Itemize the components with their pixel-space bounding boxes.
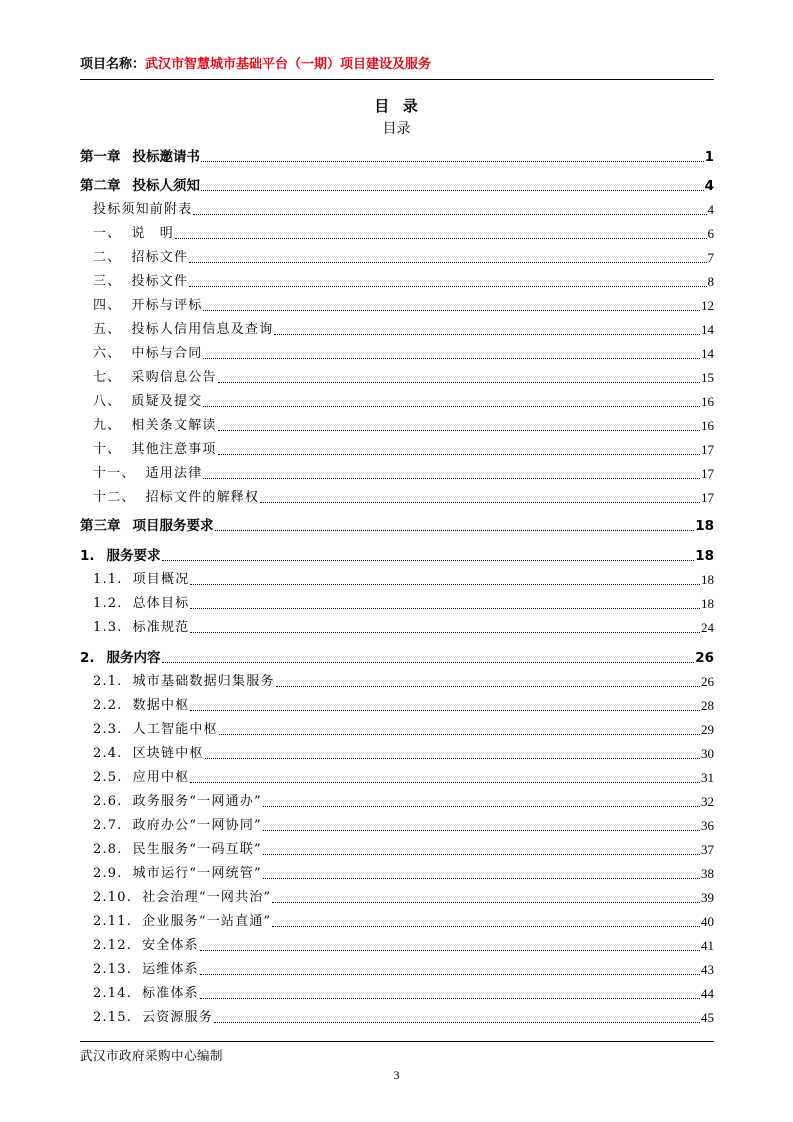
toc-entry[interactable] [80,390,714,410]
toc-entry-number: 2.6. [93,794,123,809]
toc-leader-dots [274,333,700,335]
toc-entry-label [93,466,202,482]
page-number: 3 [393,1068,400,1082]
toc-entry-number: 十一、 [93,466,136,481]
toc-entry-page: 31 [701,770,714,785]
toc-entry-title: 人工智能中枢 [132,722,218,737]
toc-entry-label [93,818,262,834]
toc-entry[interactable] [80,514,714,534]
toc-leader-dots [189,261,706,263]
toc-entry[interactable] [80,222,714,242]
toc-entry-page: 32 [701,794,714,809]
toc-entry-number: 2.15. [93,1010,133,1025]
toc-entry-title: 安全体系 [142,938,199,953]
toc-entry[interactable] [80,174,714,194]
toc-entry-number: 2.2. [93,698,123,713]
toc-entry-page: 43 [701,962,714,977]
toc-entry-label [93,418,217,434]
toc-title: 目 录 [374,97,419,115]
toc-entry[interactable] [80,414,714,434]
toc-entry-title: 项目服务要求 [132,518,214,534]
toc-entry-label [93,698,189,714]
toc-entry-label [93,202,192,218]
toc-entry-title: 民生服务“一码互联” [132,842,262,857]
toc-entry-label [93,490,259,506]
toc-entry-page: 18 [701,572,714,587]
toc-entry-label [93,442,217,458]
toc-leader-dots [190,631,700,633]
toc-entry-number: 第一章 [80,149,121,165]
toc-leader-dots [200,949,700,951]
toc-entry-label [93,250,188,266]
toc-leader-dots [260,501,700,503]
toc-entry-number: 2.13. [93,962,133,977]
toc-entry-label [93,596,189,612]
toc-entry[interactable] [80,718,714,738]
toc-entry-page: 1 [704,149,714,165]
toc-entry-title: 质疑及提交 [131,394,203,409]
toc-entry-label [80,650,161,666]
toc-entry[interactable] [80,694,714,714]
toc-entry-number: 2.11. [93,914,133,929]
toc-entry-page: 40 [701,914,714,929]
toc-entry-label [93,370,217,386]
toc-entry[interactable] [80,462,714,482]
toc-leader-dots [203,309,700,311]
toc-entry-title: 应用中枢 [132,770,190,785]
toc-entry-title: 总体目标 [132,596,190,611]
toc-entry[interactable] [80,366,714,386]
toc-entry-number: 八、 [93,394,122,409]
toc-entry[interactable] [80,568,714,588]
toc-entry-title: 区块链中枢 [132,746,204,761]
toc-entry[interactable] [80,270,714,290]
toc-leader-dots [218,381,700,383]
toc-entry-title: 社会治理“一网共治” [142,890,272,905]
toc-entry-title: 数据中枢 [132,698,190,713]
toc-leader-dots [263,805,700,807]
toc-entry-page: 26 [695,650,714,666]
toc-entry-label [93,394,202,410]
toc-entry-title: 标准体系 [142,986,199,1001]
toc-leader-dots [203,405,700,407]
toc-entry-number: 2.7. [93,818,123,833]
toc-leader-dots [215,529,695,531]
toc-entry[interactable] [80,145,714,165]
toc-leader-dots [218,429,700,431]
toc-entry-title: 政务服务“一网通办” [132,794,262,809]
toc-entry[interactable] [80,766,714,786]
toc-leader-dots [276,685,700,687]
toc-entry-page: 14 [701,346,714,361]
toc-entry-title: 运维体系 [142,962,199,977]
toc-entry-number: 2.12. [93,938,133,953]
toc-entry-page: 37 [701,842,714,857]
toc-entry-page: 41 [701,938,714,953]
toc-entry-title: 投标邀请书 [132,149,200,165]
toc-leader-dots [162,661,695,663]
toc-leader-dots [193,213,706,215]
toc-entry-page: 38 [701,866,714,881]
toc-entry-label [93,322,273,338]
toc-leader-dots [203,477,700,479]
toc-entry-label [93,794,262,810]
toc-entry-page: 18 [695,548,714,564]
toc-entry-number: 四、 [93,298,122,313]
toc-entry-title: 投标须知前附表 [93,202,193,217]
toc-entry-label [80,178,200,194]
toc-entry-title: 城市基础数据归集服务 [132,674,275,689]
toc-entry-number: 2.8. [93,842,123,857]
toc-entry-number: 1.2. [93,596,123,611]
toc-entry-page: 30 [701,746,714,761]
toc-entry-number: 五、 [93,322,122,337]
toc-leader-dots [190,781,700,783]
toc-entry-page: 24 [701,620,714,635]
toc-entry-number: 1. [80,548,95,564]
toc-entry-title: 标准规范 [132,620,190,635]
toc-leader-dots [272,925,700,927]
toc-entry[interactable] [80,646,714,666]
running-header [80,56,714,74]
toc-entry-title: 其他注意事项 [131,442,217,457]
toc-entry-label [93,298,202,314]
toc-entry[interactable] [80,246,714,266]
toc-entry-page: 16 [701,394,714,409]
toc-leader-dots [263,853,700,855]
toc-entry-page: 14 [701,322,714,337]
toc-entry-page: 44 [701,986,714,1001]
toc-leader-dots [219,733,700,735]
header-rule [80,79,714,80]
toc-entry-page: 29 [701,722,714,737]
toc-leader-dots [272,901,700,903]
toc-entry[interactable] [80,486,714,506]
toc-entry-label [93,572,189,588]
toc-entry-label [93,914,271,930]
toc-entry-label [93,962,199,978]
toc-entry-title: 服务内容 [106,650,161,666]
toc-entry[interactable] [80,958,714,978]
toc-entry-page: 16 [701,418,714,433]
toc-entry-label [93,226,174,242]
toc-entry-label [93,938,199,954]
toc-entry-page: 17 [701,466,714,481]
toc-entry-title: 适用法律 [145,466,203,481]
toc-entry[interactable] [80,910,714,930]
toc-leader-dots [190,583,700,585]
toc-entry-page: 4 [704,178,714,194]
toc-entry-number: 1.1. [93,572,123,587]
footer-text: 武汉市政府采购中心编制 [80,1048,224,1063]
toc-entry-title: 城市运行“一网统管” [132,866,262,881]
toc-entry-page: 18 [695,518,714,534]
toc-entry-title: 招标文件的解释权 [145,490,260,505]
toc-leader-dots [200,973,700,975]
header-project-name: 武汉市智慧城市基础平台（一期）项目建设及服务 [145,57,432,72]
toc-entry-label [93,986,199,1002]
toc-entry-number: 六、 [93,346,122,361]
toc-leader-dots [189,285,706,287]
toc-entry-label [93,674,275,690]
toc-entry-number: 1.3. [93,620,123,635]
toc-entry-title: 项目概况 [132,572,190,587]
toc-entry-page: 45 [701,1010,714,1025]
toc-entry-label [93,1010,213,1026]
toc-entry[interactable] [80,790,714,810]
toc-leader-dots [218,453,700,455]
toc-entry-page: 15 [701,370,714,385]
toc-entry[interactable] [80,982,714,1002]
toc-leader-dots [263,877,700,879]
toc-entry[interactable] [80,438,714,458]
toc-entry-number: 2.3. [93,722,123,737]
toc-entry[interactable] [80,670,714,690]
toc-entry-page: 17 [701,490,714,505]
toc-entry-title: 采购信息公告 [131,370,217,385]
toc-entry-page: 8 [707,274,714,289]
toc-leader-dots [205,757,700,759]
toc-entry-label [80,518,214,534]
toc-entry-number: 二、 [93,250,122,265]
toc-entry[interactable] [80,318,714,338]
header-label: 项目名称： [80,57,146,72]
toc-entry[interactable] [80,742,714,762]
toc-entry-title: 说 明 [131,226,175,241]
toc-entry-label [93,722,218,738]
toc-entry[interactable] [80,886,714,906]
toc-entry[interactable] [80,616,714,636]
toc-entry-label [93,274,188,290]
toc-entry-number: 2. [80,650,95,666]
toc-entry-number: 第三章 [80,518,121,534]
toc-leader-dots [200,997,700,999]
toc-entry[interactable] [80,814,714,834]
toc-leader-dots [175,237,706,239]
toc-entry-number: 2.4. [93,746,123,761]
toc-entry-number: 2.14. [93,986,133,1001]
toc-entry-number: 2.9. [93,866,123,881]
toc-entry-page: 12 [701,298,714,313]
toc-leader-dots [263,829,700,831]
toc-entry-page: 17 [701,442,714,457]
toc-entry-title: 中标与合同 [131,346,203,361]
toc-entry-number: 2.5. [93,770,123,785]
toc-entry-number: 七、 [93,370,122,385]
toc-entry-page: 39 [701,890,714,905]
toc-entry-label [93,866,262,882]
toc-entry-page: 6 [707,226,714,241]
toc-entry[interactable] [80,934,714,954]
toc-leader-dots [190,607,700,609]
toc-leader-dots [201,160,704,162]
toc-entry-title: 企业服务“一站直通” [142,914,272,929]
toc-entry[interactable] [80,294,714,314]
toc-entry-title: 政府办公“一网协同” [132,818,262,833]
toc-entry-page: 18 [701,596,714,611]
footer-rule [80,1041,714,1042]
toc-entry-title: 投标文件 [131,274,189,289]
toc-entry[interactable] [80,342,714,362]
toc-entry-label [93,770,189,786]
toc-entry-number: 2.1. [93,674,123,689]
toc-entry-label [93,890,271,906]
toc-entry-label [93,842,262,858]
toc-entry-number: 十二、 [93,490,136,505]
toc-entry-title: 招标文件 [131,250,189,265]
toc-entry[interactable] [80,198,714,218]
toc-entry-page: 4 [707,202,714,217]
toc-leader-dots [203,357,700,359]
toc-entry-label [80,548,161,564]
toc-entry-page: 7 [707,250,714,265]
toc-entry-label [93,620,189,636]
toc-entry[interactable] [80,1006,714,1026]
toc-entry-label [93,746,204,762]
toc-entry[interactable] [80,592,714,612]
toc-entry-page: 28 [701,698,714,713]
toc-entry[interactable] [80,838,714,858]
toc-entry[interactable] [80,544,714,564]
toc-entry-title: 投标人信用信息及查询 [131,322,274,337]
toc-entry-number: 三、 [93,274,122,289]
toc-entry-title: 云资源服务 [142,1010,214,1025]
toc-subtitle: 目录 [382,121,411,137]
toc-entry-page: 36 [701,818,714,833]
toc-leader-dots [214,1021,700,1023]
toc-entry-label [93,346,202,362]
toc-entry-number: 一、 [93,226,122,241]
toc-entry-number: 十、 [93,442,122,457]
toc-entry-number: 第二章 [80,178,121,194]
toc-leader-dots [201,189,704,191]
toc-entry-title: 开标与评标 [131,298,203,313]
toc-entry-number: 九、 [93,418,122,433]
toc-entry[interactable] [80,862,714,882]
toc-entry-title: 投标人须知 [132,178,200,194]
toc-leader-dots [190,709,700,711]
toc-leader-dots [162,559,695,561]
toc-entry-title: 服务要求 [106,548,161,564]
toc-entry-page: 26 [701,674,714,689]
toc-entry-label [80,149,200,165]
toc-entry-title: 相关条文解读 [131,418,217,433]
toc-entry-number: 2.10. [93,890,133,905]
